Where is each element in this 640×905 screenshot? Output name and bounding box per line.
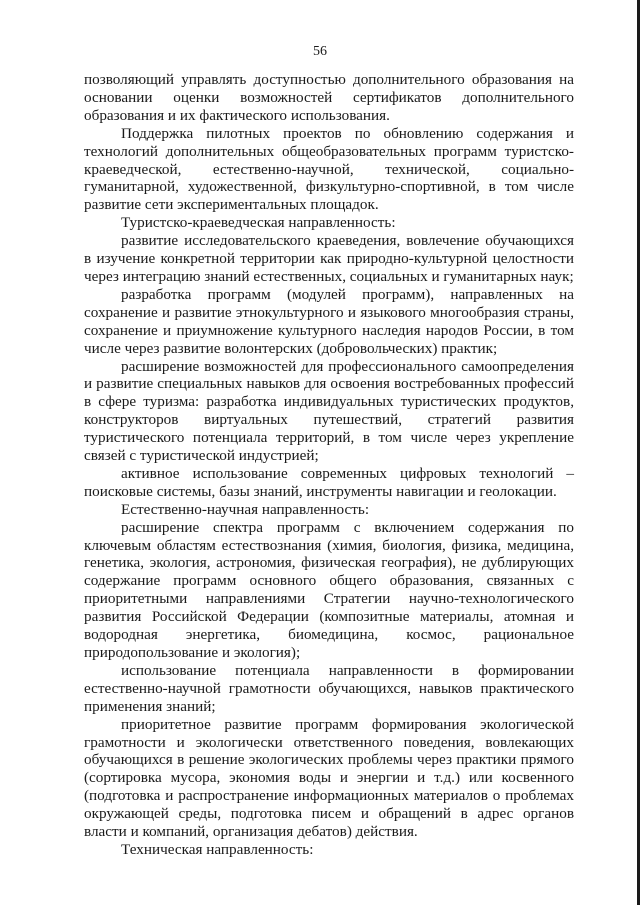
heading-natural-science: Естественно-научная направленность: (121, 500, 370, 518)
list-item: активное использование современных цифровых технологий – поисковые системы, базы знаний, инструменты навигации и геолокации. (84, 464, 574, 500)
heading-technical: Техническая направленность: (121, 840, 314, 858)
list-item: развитие исследовательского краеведения, вовлечение обучающихся в изучение конкретной территории как природно-культурной целостности через интеграцию знаний естественных, социальных и гуманитарных наук; (84, 232, 574, 285)
list-item: расширение возможностей для профессионального самоопределения и развитие специальных навыков для освоения востребованных профессий в сфере туризма: разработка индивидуальных туристических продуктов, конструкторов виртуальных путешествий, стратегий развития туристического потенциала территорий, в том числе через укрепление связей с туристической индустрией; (84, 357, 574, 465)
heading-tourism: Туристско-краеведческая направленность: (121, 214, 396, 232)
list-item: приоритетное развитие программ формирования экологической грамотности и экологически ответственного поведения, вовлекающих обучающихся в решение экологических проблемы через практики прямого (сортировка мусора, экономия воды и энергии и т.д.) или косвенного (подготовка и распространение информационных материалов о проблемах окружающей среды, подготовка писем и обращений в адрес органов власти и компаний, организация дебатов) действия. (84, 715, 574, 841)
page-number: 56 (313, 44, 327, 59)
paragraph-continuation: позволяющий управлять доступностью дополнительного образования на основании оценки возможностей сертификатов дополнительного образования и их фактического использования. (84, 71, 574, 124)
list-item: разработка программ (модулей программ), направленных на сохранение и развитие этнокультурного и языкового многообразия страны, сохранение и приумножение культурного наследия народов России, в том числе через развитие волонтерских (добровольческих) практик; (84, 285, 574, 357)
document-body (84, 71, 574, 859)
paragraph-pilot-projects: Поддержка пилотных проектов по обновлению содержания и технологий дополнительных общеобразовательных программ туристско-краеведческой, естественно-научной, технической, социально-гуманитарной, художественной, физкультурно-спортивной, в том числе развитие сети экспериментальных площадок. (84, 124, 574, 214)
list-item: использование потенциала направленности в формировании естественно-научной грамотности обучающихся, навыков практического применения знаний; (84, 661, 574, 715)
list-item: расширение спектра программ с включением содержания по ключевым областям естествознания (химия, биология, физика, медицина, генетика, экология, астрономия, физическая география), не дублирующих содержание программ основного общего образования, связанных с приоритетными направлениями Стратегии научно-технологического развития Российской Федерации (композитные материалы, атомная и водородная энергетика, биомедицина, космос, рациональное природопользование и экология); (84, 518, 574, 661)
